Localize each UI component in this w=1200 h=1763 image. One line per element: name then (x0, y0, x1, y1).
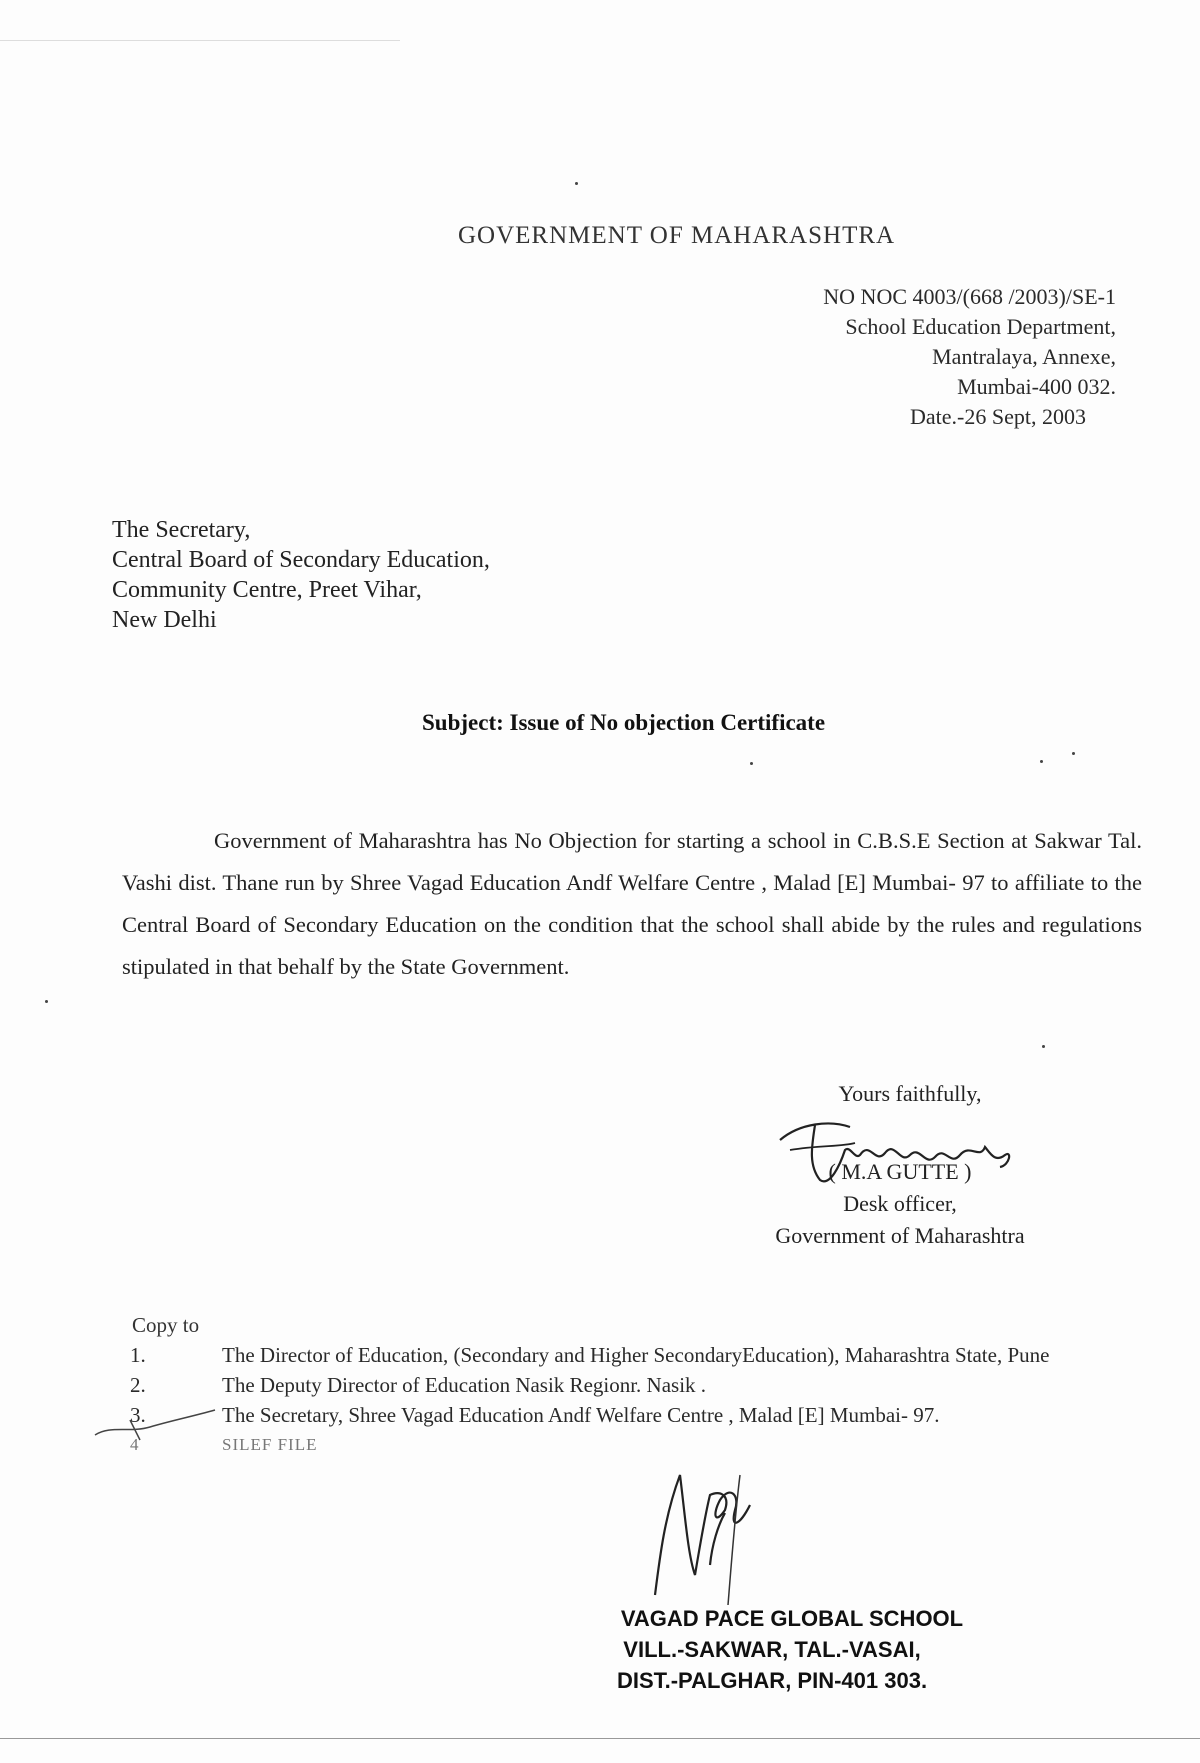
addressee-line: The Secretary, (112, 517, 251, 543)
stamp-line-school: VAGAD PACE GLOBAL SCHOOL (620, 1606, 964, 1631)
addressee-line: New Delhi (112, 607, 217, 633)
school-signature (640, 1455, 770, 1615)
copy-to-heading: Copy to (132, 1313, 200, 1337)
list-item-number: 2. (130, 1373, 146, 1397)
signatory-designation: Desk officer, (843, 1191, 957, 1216)
building-line: Mantralaya, Annexe, (932, 344, 1116, 369)
letter-date: Date.-26 Sept, 2003 (910, 404, 1086, 429)
list-item-text: The Deputy Director of Education Nasik Regionr. Nasik . (222, 1373, 707, 1397)
list-item-text: SILEF FILE (222, 1435, 318, 1454)
scan-speck (750, 762, 753, 765)
scan-speck (45, 1000, 48, 1003)
signatory-name: ( M.A GUTTE ) (828, 1159, 972, 1184)
salutation: Yours faithfully, (838, 1081, 982, 1106)
list-item-text: The Director of Education, (Secondary and Higher SecondaryEducation), Maharashtra State, Pune (222, 1343, 1050, 1367)
department-line: School Education Department, (845, 314, 1116, 339)
list-item-number: 4 (130, 1435, 140, 1454)
scan-edge-bottom (0, 1738, 1200, 1739)
list-item-number: 1. (130, 1343, 146, 1367)
school-stamp (572, 1603, 1012, 1696)
signatory-organization: Government of Maharashtra (775, 1223, 1025, 1248)
stamp-line-district: DIST.-PALGHAR, PIN-401 303. (616, 1668, 928, 1693)
scan-speck (1042, 1045, 1045, 1048)
city-line: Mumbai-400 032. (957, 374, 1116, 399)
letter-body (122, 820, 1142, 988)
addressee-line: Community Centre, Preet Vihar, (112, 577, 422, 603)
list-item (130, 1370, 1140, 1400)
officer-signature (760, 1105, 1020, 1195)
reference-number: NO NOC 4003/(668 /2003)/SE-1 (823, 284, 1116, 309)
list-item (130, 1340, 1122, 1370)
scan-speck (575, 182, 578, 185)
addressee-block (112, 515, 490, 635)
list-item-number: 3. (130, 1403, 146, 1427)
addressee-line: Central Board of Secondary Education, (112, 547, 490, 573)
handwritten-tick-mark (90, 1405, 220, 1445)
body-paragraph: Government of Maharashtra has No Objection for starting a school in C.B.S.E Section at Sakwar Tal. Vashi dist. Thane run by Shree Vagad Education Andf Welfare Centre , Malad [E] Mumbai- 97 to affiliate to the Central Board of Secondary Education on the condition that the school shall abide by the rules and regulations stipulated in that behalf by the State Government. (122, 828, 1142, 979)
scan-speck (1040, 760, 1043, 763)
scan-speck (1072, 752, 1075, 755)
subject-line: Subject: Issue of No objection Certificate (422, 710, 826, 735)
scan-edge-top (0, 40, 400, 41)
list-item (130, 1400, 1140, 1430)
list-item (130, 1430, 1140, 1460)
government-heading: GOVERNMENT OF MAHARASHTRA (458, 222, 896, 249)
reference-block (823, 282, 1116, 432)
stamp-line-village: VILL.-SAKWAR, TAL.-VASAI, (623, 1637, 921, 1662)
copy-to-list (130, 1340, 1140, 1460)
list-item-text: The Secretary, Shree Vagad Education Andf Welfare Centre , Malad [E] Mumbai- 97. (222, 1403, 940, 1427)
